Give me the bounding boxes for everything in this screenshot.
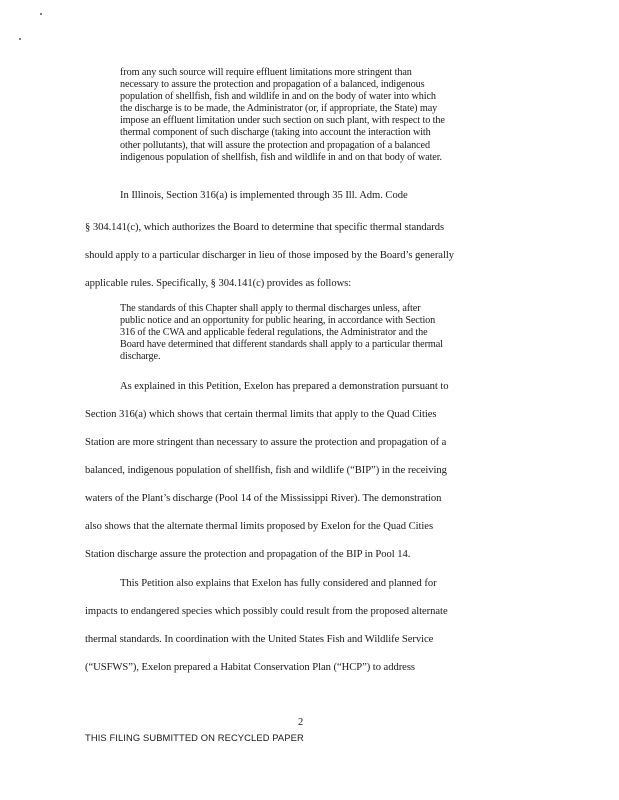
quote-line: from any such source will require effluent limitations more stringent than [120, 67, 412, 78]
body-line: In Illinois, Section 316(a) is implemented through 35 Ill. Adm. Code [120, 190, 408, 201]
body-line: also shows that the alternate thermal limits proposed by Exelon for the Quad Cities [85, 521, 434, 532]
body-line: As explained in this Petition, Exelon has prepared a demonstration pursuant to [120, 381, 449, 392]
quote-line: The standards of this Chapter shall apply to thermal discharges unless, after [120, 303, 421, 314]
body-line: applicable rules. Specifically, § 304.141(c) provides as follows: [85, 278, 352, 289]
quote-line: public notice and an opportunity for public hearing, in accordance with Section [120, 315, 436, 327]
body-line: This Petition also explains that Exelon has fully considered and planned for [120, 578, 437, 589]
body-line: Station discharge assure the protection and propagation of the BIP in Pool 14. [85, 549, 411, 560]
block-quote-cwa [120, 67, 520, 164]
body-line: thermal standards. In coordination with the United States Fish and Wildlife Service [85, 634, 434, 645]
body-line: balanced, indigenous population of shellfish, fish and wildlife (“BIP”) in the receiving [85, 465, 447, 476]
quote-line: indigenous population of shellfish, fish and wildlife in and on that body of water. [120, 151, 442, 163]
quote-line: discharge. [120, 351, 161, 363]
scan-speck [19, 38, 21, 40]
scan-speck [40, 13, 42, 15]
quote-line: necessary to assure the protection and propagation of a balanced, indigenous [120, 79, 425, 91]
body-line: waters of the Plant’s discharge (Pool 14 of the Mississippi River). The demonstration [85, 493, 442, 504]
quote-line: population of shellfish, fish and wildlife in and on the body of water into which [120, 91, 436, 103]
quote-line: impose an effluent limitation under such section on such plant, with respect to the [120, 115, 445, 127]
body-line: (“USFWS”), Exelon prepared a Habitat Conservation Plan (“HCP”) to address [85, 662, 415, 673]
body-line: § 304.141(c), which authorizes the Board to determine that specific thermal standards [85, 222, 445, 233]
quote-line: Board have determined that different standards shall apply to a particular thermal [120, 339, 443, 351]
quote-line: other pollutants), that will assure the protection and propagation of a balanced [120, 139, 430, 151]
body-line: Station are more stringent than necessary to assure the protection and propagation of a [85, 437, 447, 448]
page-number: 2 [298, 717, 304, 728]
block-quote-regulation [120, 303, 520, 363]
quote-line: the discharge is to be made, the Administrator (or, if appropriate, the State) may [120, 103, 438, 115]
body-line: impacts to endangered species which possibly could result from the proposed alternate [85, 606, 448, 617]
quote-line: 316 of the CWA and applicable federal regulations, the Administrator and the [120, 327, 428, 339]
footer-recycled-paper: THIS FILING SUBMITTED ON RECYCLED PAPER [85, 732, 304, 743]
body-line: Section 316(a) which shows that certain thermal limits that apply to the Quad Cities [85, 409, 437, 420]
quote-line: thermal component of such discharge (taking into account the interaction with [120, 127, 431, 139]
body-line: should apply to a particular discharger in lieu of those imposed by the Board’s generally [85, 250, 454, 261]
